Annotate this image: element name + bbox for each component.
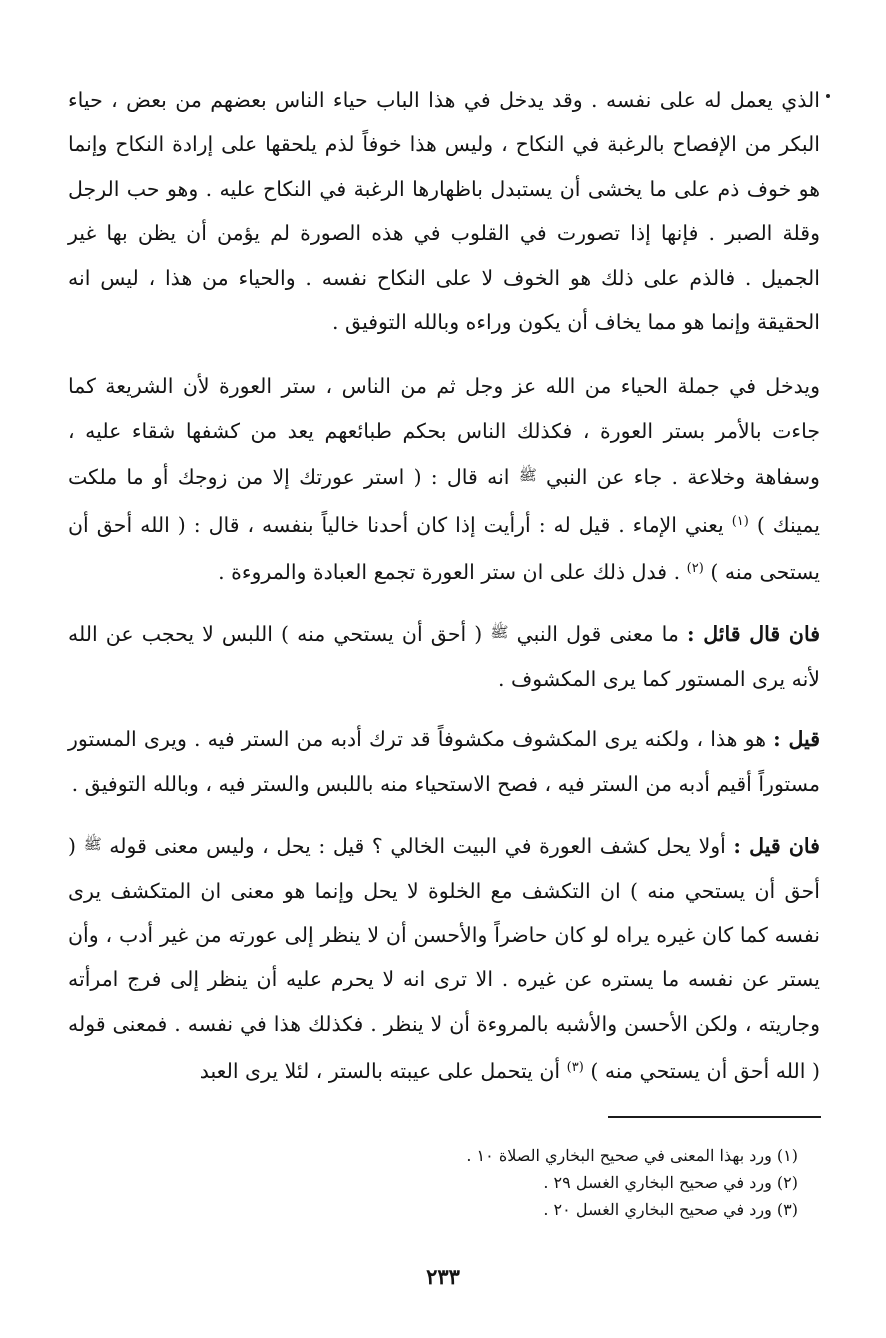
salutation-symbol: ﷺ	[518, 466, 537, 485]
footnote-2: (٢) ورد في صحيح البخاري الغسل ٢٩ .	[543, 1173, 798, 1192]
salutation-symbol: ﷺ	[490, 623, 509, 642]
paragraph-4-lead: قيل :	[773, 727, 820, 752]
paragraph-3-text-1: ما معنى قول النبي	[516, 622, 679, 647]
paragraph-2-text-1: ويدخل في جملة الحياء من الله عز وجل ثم من الناس ، ستر العورة لأن الشريعة كما جاءت بالأمر بستر العورة ، فكذلك الناس بحكم طبائعهم يعد من كشفها شقاء عليه ، وسفاهة وخلاعة . جاء عن النبي	[68, 374, 820, 490]
paragraph-4	[68, 717, 820, 806]
footnote-ref-3: (٣)	[566, 1060, 584, 1076]
footnote-ref-2: (٢)	[686, 561, 704, 577]
paragraph-4-text: هو هذا ، ولكنه يرى المكشوف مكشوفاً قد ترك أدبه من الستر فيه . ويرى المستور مستوراً أقيم أدبه من الستر فيه ، فصح الاستحياء منه باللبس والستر فيه ، وبالله التوفيق .	[68, 727, 820, 796]
paragraph-5	[68, 822, 820, 1093]
paragraph-3-lead: فان قال قائل :	[687, 622, 820, 647]
footnote-ref-1: (١)	[731, 513, 749, 529]
body-text	[68, 78, 820, 1094]
footnote-separator	[608, 1116, 821, 1118]
paragraph-3	[68, 610, 820, 701]
paragraph-2-text-3: يعني الإماء . قيل له : أرأيت إذا كان أحدنا خالياً بنفسه ، قال : ( الله أحق أن يستحى منه )	[68, 512, 820, 585]
paragraph-5-lead: فان قيل :	[733, 834, 820, 859]
paragraph-5-text-3: أن يتحمل على عيبته بالستر ، لئلا يرى العبد	[199, 1059, 561, 1084]
paragraph-5-text-1: أولا يحل كشف العورة في البيت الخالي ؟ قيل : يحل ، وليس معنى قوله	[109, 834, 726, 859]
ink-speck	[826, 94, 830, 98]
salutation-symbol: ﷺ	[83, 835, 102, 854]
paragraph-2-text-2: انه قال : ( استر عورتك إلا من زوجك أو ما ملكت يمينك )	[68, 465, 820, 537]
footnote-3: (٣) ورد في صحيح البخاري الغسل ٢٠ .	[543, 1200, 798, 1219]
paragraph-1	[68, 78, 820, 344]
paragraph-5-text-2: ( أحق أن يستحي منه ) ان التكشف مع الخلوة لا يحل وإنما هو معنى ان المتكشف يرى نفسه كما كان غيره يراه لو كان حاضراً والأحسن أن لا ينظر إلى عورته من غير أدب ، وأن يستر عن نفسه ما يستره عن غيره . الا ترى انه لا يحرم عليه أن ينظر إلى فرج امرأته وجاريته ، ولكن الأحسن والأشبه بالمروءة أن لا ينظر . فكذلك هذا في نفسه . فمعنى قوله ( الله أحق أن يستحي منه )	[68, 834, 820, 1084]
page-number: ٢٣٣	[426, 1264, 460, 1289]
paragraph-3-text-2: ( أحق أن يستحي منه ) اللبس لا يحجب عن الله لأنه يرى المستور كما يرى المكشوف .	[68, 622, 820, 691]
paragraph-2	[68, 364, 820, 594]
footnotes	[238, 1142, 798, 1223]
footnote-1: (١) ورد بهذا المعنى في صحيح البخاري الصلاة ١٠ .	[466, 1146, 798, 1165]
paragraph-1-text: الذي يعمل له على نفسه . وقد يدخل في هذا الباب حياء الناس بعضهم من بعض ، حياء البكر من الإفصاح بالرغبة في النكاح ، وليس هذا خوفاً لذم يلحقها على إرادة النكاح وإنما هو خوف ذم على ما يخشى أن يستبدل باظهارها الرغبة في النكاح عليه . وهو حب الرجل وقلة الصبر . فإنها إذا تصورت في القلوب في هذه الصورة لم يؤمن أن يظن بها غير الجميل . فالذم على ذلك هو الخوف لا على النكاح نفسه . والحياء من هذا ، ليس انه الحقيقة وإنما هو مما يخاف أن يكون وراءه وبالله التوفيق .	[68, 88, 820, 335]
paragraph-2-text-4: . فدل ذلك على ان ستر العورة تجمع العبادة والمروءة .	[218, 560, 681, 585]
